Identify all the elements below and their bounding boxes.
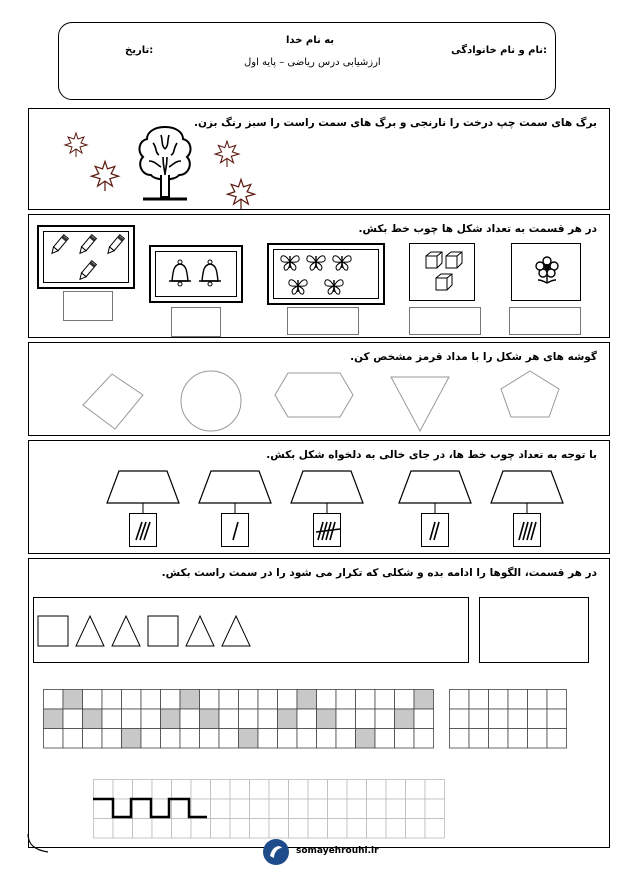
pencil-icon	[47, 233, 71, 257]
trapezoid-shape	[289, 469, 365, 505]
grid-cell	[200, 690, 220, 710]
grid-cell	[44, 729, 64, 749]
grid-cell	[347, 819, 367, 839]
grid-cell	[239, 690, 259, 710]
grid-cell	[508, 729, 528, 749]
grid-cell	[191, 799, 211, 819]
grid-cell	[278, 729, 298, 749]
name-label: نام و نام خانوادگی:	[451, 45, 547, 56]
grid-cell	[278, 709, 298, 729]
grid-cell	[191, 819, 211, 839]
grid-cell	[386, 780, 406, 800]
grid-cell	[44, 709, 64, 729]
grid-cell	[133, 799, 153, 819]
grid-cell	[308, 799, 328, 819]
tree-icon	[133, 123, 197, 203]
grid-cell	[395, 729, 415, 749]
butterfly-icon	[331, 251, 353, 273]
pattern-shapes	[36, 614, 256, 648]
grid-cell	[425, 780, 445, 800]
stem-line	[526, 503, 528, 513]
grid-cell	[528, 690, 548, 710]
butterfly-icon	[323, 275, 345, 297]
grid-cell	[547, 729, 567, 749]
hexagon-shape	[273, 371, 355, 419]
grid-cell	[547, 709, 567, 729]
grid-cell	[191, 780, 211, 800]
grid-cell	[239, 729, 259, 749]
grid-cell	[161, 729, 181, 749]
section-tree	[28, 108, 610, 210]
grid-cell	[180, 729, 200, 749]
answer-box-butterflies[interactable]	[287, 307, 359, 335]
grid-cell	[63, 709, 83, 729]
grid-cell	[230, 819, 250, 839]
grid-cell	[113, 780, 133, 800]
butterfly-group	[267, 243, 385, 305]
butterfly-icon	[279, 251, 301, 273]
grid-cell	[44, 690, 64, 710]
pentagon-shape	[499, 369, 561, 419]
grid-cell	[102, 709, 122, 729]
tally-marks	[314, 514, 342, 548]
grid-cell	[528, 729, 548, 749]
pattern-box	[33, 597, 469, 663]
leaf-icon	[63, 131, 89, 157]
grid-cell	[469, 690, 489, 710]
circle-shape	[179, 369, 243, 433]
grid-cell	[375, 709, 395, 729]
trapezoid-shape	[397, 469, 473, 505]
grid-cell	[297, 729, 317, 749]
grid-cell	[356, 690, 376, 710]
instruction-5: در هر قسمت، الگوها را ادامه بده و شکلی که تکرار می شود را در سمت راست بکش.	[161, 567, 597, 579]
grid-cell	[250, 819, 270, 839]
tally-marks	[422, 514, 450, 548]
grid-cell	[528, 709, 548, 729]
grid-cell	[122, 709, 142, 729]
grid-cell	[356, 729, 376, 749]
section-pattern	[28, 558, 610, 848]
bell-group	[149, 245, 243, 303]
stem-line	[142, 503, 144, 513]
grid-cell	[219, 729, 239, 749]
bell-icon	[197, 259, 223, 287]
grid-cell	[414, 690, 434, 710]
grid-cell	[489, 709, 509, 729]
line-pattern-grid	[93, 779, 453, 839]
grid-cell	[113, 819, 133, 839]
pencil-icon	[75, 233, 99, 257]
grid-cell	[269, 780, 289, 800]
grid-cell	[211, 799, 231, 819]
grid-cell	[297, 690, 317, 710]
section-tally	[28, 440, 610, 554]
grid-cell	[489, 690, 509, 710]
page-curl	[24, 834, 54, 854]
grid-cell	[367, 799, 387, 819]
grid-cell	[317, 709, 337, 729]
section-corners	[28, 342, 610, 436]
grid-cell	[395, 690, 415, 710]
grid-cell	[289, 780, 309, 800]
bell-icon	[167, 259, 193, 287]
grid-cell	[94, 780, 114, 800]
flower-group	[511, 243, 581, 301]
grid-cell	[122, 690, 142, 710]
grid-cell	[180, 690, 200, 710]
answer-box-cubes[interactable]	[409, 307, 481, 335]
grid-cell	[161, 690, 181, 710]
grid-cell	[180, 709, 200, 729]
grid-cell	[141, 709, 161, 729]
grid-cell	[141, 729, 161, 749]
grid-cell	[414, 709, 434, 729]
grid-cell	[406, 819, 426, 839]
tally-box	[513, 513, 541, 547]
grid-cell	[102, 690, 122, 710]
grid-cell	[250, 780, 270, 800]
grid-cell	[406, 780, 426, 800]
grid-cell	[317, 729, 337, 749]
grid-cell	[230, 780, 250, 800]
grid-cell	[83, 690, 103, 710]
grid-cell	[386, 799, 406, 819]
answer-box-pencils[interactable]	[63, 291, 113, 321]
pencil-icon	[75, 259, 99, 283]
grid-cell	[328, 819, 348, 839]
instruction-3: گوشه های هر شکل را با مداد قرمز مشخص کن.	[350, 351, 597, 363]
grid-cell	[152, 819, 172, 839]
trapezoid-shape	[105, 469, 181, 505]
color-pattern-answer-grid[interactable]	[449, 689, 569, 749]
grid-cell	[508, 709, 528, 729]
grid-cell	[347, 799, 367, 819]
tally-box	[129, 513, 157, 547]
color-pattern-grid	[43, 689, 443, 749]
date-label: تاریخ:	[125, 45, 154, 56]
grid-cell	[386, 819, 406, 839]
leaf-icon	[213, 139, 241, 167]
grid-cell	[375, 729, 395, 749]
grid-cell	[289, 819, 309, 839]
grid-cell	[347, 780, 367, 800]
pencil-group	[37, 225, 135, 289]
grid-cell	[367, 819, 387, 839]
grid-cell	[395, 709, 415, 729]
grid-cell	[508, 690, 528, 710]
trapezoid-shape	[489, 469, 565, 505]
grid-cell	[308, 780, 328, 800]
grid-cell	[211, 780, 231, 800]
grid-cell	[230, 799, 250, 819]
grid-cell	[258, 690, 278, 710]
grid-cell	[489, 729, 509, 749]
grid-cell	[297, 709, 317, 729]
grid-cell	[219, 709, 239, 729]
tally-marks	[130, 514, 158, 548]
instruction-2: در هر قسمت به تعداد شکل ها چوب خط بکش.	[358, 223, 597, 235]
grid-cell	[425, 819, 445, 839]
cube-icon	[434, 272, 454, 292]
grid-cell	[547, 690, 567, 710]
grid-cell	[308, 819, 328, 839]
grid-cell	[406, 799, 426, 819]
grid-cell	[328, 780, 348, 800]
grid-cell	[200, 709, 220, 729]
grid-cell	[250, 799, 270, 819]
grid-cell	[113, 799, 133, 819]
tally-box	[421, 513, 449, 547]
grid-cell	[122, 729, 142, 749]
grid-cell	[133, 780, 153, 800]
grid-cell	[336, 690, 356, 710]
grid-cell	[375, 690, 395, 710]
grid-cell	[317, 690, 337, 710]
grid-cell	[269, 799, 289, 819]
grid-cell	[450, 709, 470, 729]
grid-cell	[102, 729, 122, 749]
grid-cell	[289, 799, 309, 819]
inverted-triangle-shape	[389, 375, 451, 433]
cube-icon	[444, 250, 464, 270]
grid-cell	[133, 819, 153, 839]
grid-cell	[94, 819, 114, 839]
site-url: somayehrouhi.ir	[296, 846, 379, 856]
tally-marks	[222, 514, 250, 548]
basmala: به نام خدا	[286, 35, 335, 46]
grid-cell	[161, 709, 181, 729]
grid-cell	[469, 729, 489, 749]
subtitle: ارزشیابی درس ریاضی – پایه اول	[244, 57, 381, 68]
answer-box-flower[interactable]	[509, 307, 581, 335]
grid-cell	[172, 780, 192, 800]
stem-line	[234, 503, 236, 513]
grid-cell	[172, 819, 192, 839]
grid-cell	[336, 709, 356, 729]
grid-cell	[239, 709, 259, 729]
logo-icon	[262, 838, 290, 866]
grid-cell	[367, 780, 387, 800]
grid-cell	[152, 780, 172, 800]
instruction-4: با توجه به تعداد چوب خط ها، در جای خالی به دلخواه شکل بکش.	[266, 449, 597, 461]
grid-cell	[425, 799, 445, 819]
diamond-shape	[79, 373, 149, 431]
grid-cell	[200, 729, 220, 749]
grid-cell	[211, 819, 231, 839]
grid-cell	[63, 729, 83, 749]
grid-cell	[141, 690, 161, 710]
grid-cell	[258, 729, 278, 749]
grid-cell	[83, 729, 103, 749]
grid-cell	[469, 709, 489, 729]
grid-cell	[356, 709, 376, 729]
grid-cell	[269, 819, 289, 839]
grid-cell	[278, 690, 298, 710]
repeat-answer-box[interactable]	[479, 597, 589, 663]
grid-cell	[336, 729, 356, 749]
tally-box	[221, 513, 249, 547]
trapezoid-shape	[197, 469, 273, 505]
grid-cell	[450, 690, 470, 710]
stem-line	[326, 503, 328, 513]
grid-cell	[63, 690, 83, 710]
tally-box	[313, 513, 341, 547]
grid-cell	[258, 709, 278, 729]
grid-cell	[450, 729, 470, 749]
pencil-icon	[103, 233, 127, 257]
butterfly-icon	[287, 275, 309, 297]
grid-cell	[328, 799, 348, 819]
section-count	[28, 214, 610, 338]
leaf-icon	[225, 177, 257, 209]
tally-marks	[514, 514, 542, 548]
leaf-icon	[89, 159, 121, 191]
instruction-1: برگ های سمت چپ درخت را نارنجی و برگ های سمت راست را سبز رنگ بزن.	[193, 117, 597, 129]
cube-group	[409, 243, 475, 301]
grid-cell	[94, 799, 114, 819]
butterfly-icon	[305, 251, 327, 273]
flower-icon	[534, 256, 560, 286]
cube-icon	[424, 250, 444, 270]
grid-cell	[83, 709, 103, 729]
stem-line	[434, 503, 436, 513]
grid-cell	[219, 690, 239, 710]
header-box	[58, 22, 556, 100]
grid-cell	[414, 729, 434, 749]
answer-box-bells[interactable]	[171, 307, 221, 337]
